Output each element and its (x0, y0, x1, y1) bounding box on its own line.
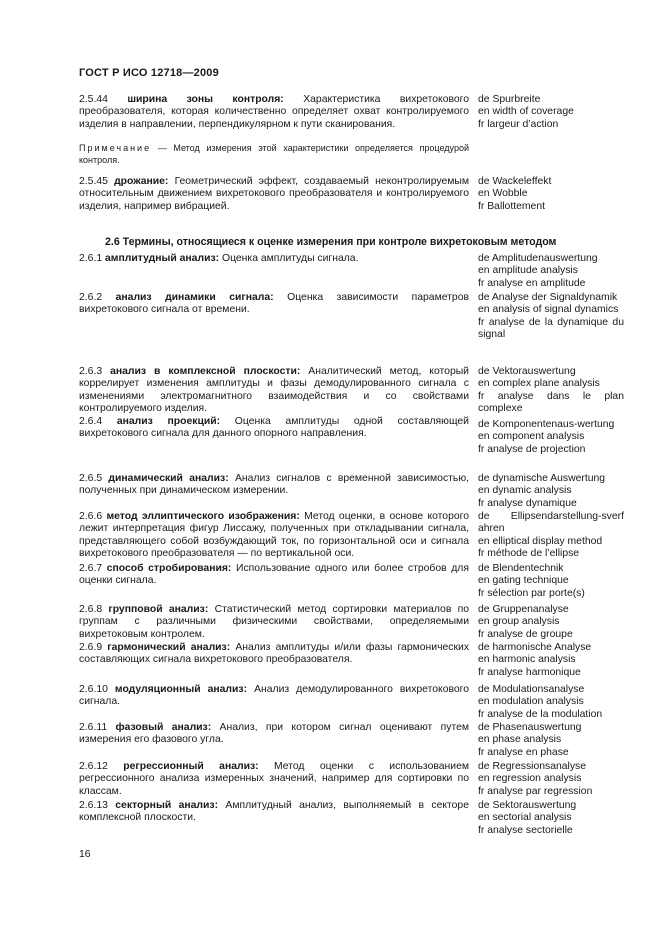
term-definition: Амплитудный анализ, выполняемый в секторе комплексной плоскости. (79, 800, 469, 824)
term-body (79, 761, 469, 798)
term-name: анализ динамики сигнала: (115, 292, 274, 303)
term-translations (478, 563, 624, 600)
note (79, 142, 469, 166)
term-number: 2.6.13 (79, 800, 108, 811)
term-definition: Геометрический эффект, создаваемый неконтролируемым относительным движением вихретокового преобразователя и контролируемого изделия, например вибрацией. (79, 176, 469, 212)
translation-en: en phase analysis (478, 734, 562, 746)
translation-fr: fr analyse dans le plan complexe (478, 390, 624, 415)
term-definition: Оценка амплитуды одной составляющей вихретокового сигнала для данного опорного направления. (79, 416, 469, 440)
translation-de: de Amplitudenauswertung (478, 253, 598, 264)
translation-de: de Spurbreite (478, 94, 541, 105)
term-name: секторный анализ: (115, 800, 219, 811)
translation-de: de Komponentenaus-wertung (478, 419, 615, 430)
term-body (79, 642, 469, 667)
term-number: 2.6.1 (79, 253, 103, 264)
term-number: 2.6.3 (79, 366, 103, 377)
translation-fr: fr analyse de la modulation (478, 708, 603, 720)
translation-de: de harmonische Analyse (478, 642, 592, 653)
term-body (79, 176, 469, 213)
translation-en: en complex plane analysis (478, 378, 600, 390)
term-body (79, 366, 469, 416)
translation-en: en sectorial analysis (478, 812, 572, 824)
term-definition: Анализ демодулированного вихретокового сигнала. (79, 684, 470, 708)
translation-de: de Blendentechnik (478, 563, 564, 574)
term-number: 2.5.45 (79, 176, 108, 187)
translation-de: de dynamische Auswertung (478, 473, 606, 484)
term-translations (478, 473, 624, 510)
term-body (79, 94, 469, 131)
term-definition: Оценка зависимости параметров вихретокового сигнала от времени. (79, 292, 469, 316)
term-number: 2.6.9 (79, 642, 103, 653)
translation-fr: fr sélection par porte(s) (478, 587, 585, 599)
translation-en: en elliptical display method (478, 535, 603, 547)
term-name: фазовый анализ: (115, 722, 212, 733)
term-translations (478, 642, 624, 679)
term-number: 2.6.7 (79, 563, 103, 574)
term-definition: Метод оценки с использованием регрессионного анализа измеренных значений, например для сортировки по классам. (79, 761, 469, 797)
translation-de: de Regressionsanalyse (478, 761, 587, 772)
term-definition: Метод оценки, в основе которого лежит интерпретация фигур Лиссажу, полученных при откладывании сигнала, представляющего собой возбуждающий ток, по горизонтальной оси и сигнала вихретокового преобразователя — по вертикальной оси. (79, 511, 469, 560)
section-heading: 2.6 Термины, относящиеся к оценке измерения при контроле вихретоковым методом (105, 236, 557, 248)
term-name: регрессионный анализ: (123, 761, 259, 772)
term-translations (478, 253, 624, 290)
term-body (79, 473, 469, 498)
translation-de: de Sektorauswertung (478, 800, 577, 811)
term-name: метод эллиптического изображения: (106, 511, 300, 522)
term-number: 2.6.2 (79, 292, 103, 303)
translation-fr: fr analyse dynamique (478, 497, 577, 509)
translation-fr: fr analyse harmonique (478, 666, 581, 678)
translation-en: en amplitude analysis (478, 265, 578, 277)
term-translations (478, 722, 624, 759)
term-translations (478, 604, 624, 641)
term-name: групповой анализ: (108, 604, 209, 615)
translation-fr: fr analyse de projection (478, 443, 586, 455)
translation-de: de Gruppenanalyse (478, 604, 569, 615)
term-definition: Характеристика вихретокового преобразователя, которая количественно определяет охват контролируемого изделия в направлении, перпендикулярном к пути сканирования. (79, 94, 469, 130)
document-header: ГОСТ Р ИСО 12718—2009 (79, 67, 219, 79)
term-definition: Статистический метод сортировки материалов по группам с различными физическими свойствами, определяемыми вихретоковым контролем. (79, 604, 470, 640)
term-definition: Анализ, при котором сигнал оценивают путем измерения его фазового угла. (79, 722, 470, 746)
translation-en: en component analysis (478, 431, 585, 443)
translation-en: en Wobble (478, 188, 528, 200)
note-label: Примечание (79, 143, 152, 153)
term-number: 2.6.6 (79, 511, 103, 522)
translation-en: en modulation analysis (478, 696, 584, 708)
term-name: дрожание: (114, 176, 169, 187)
translation-en: en group analysis (478, 616, 560, 628)
translation-de: de Modulationsanalyse (478, 684, 585, 695)
translation-fr: fr analyse en phase (478, 746, 569, 758)
term-body (79, 511, 469, 561)
translation-fr: fr largeur d’action (478, 118, 559, 130)
term-name: амплитудный анализ: (105, 253, 220, 264)
term-translations (478, 419, 624, 456)
term-name: анализ в комплексной плоскости: (110, 366, 301, 377)
term-body (79, 253, 469, 265)
translation-en: en width of coverage (478, 106, 574, 118)
note-text: — Метод измерения этой характеристики определяется процедурой контроля. (79, 143, 469, 165)
term-translations (478, 511, 624, 561)
translation-fr: fr méthode de l’ellipse (478, 548, 580, 560)
term-number: 2.5.44 (79, 94, 108, 105)
term-translations (478, 176, 624, 213)
term-name: ширина зоны контроля: (127, 94, 284, 105)
term-definition: Оценка амплитуды сигнала. (221, 253, 359, 264)
translation-en: en regression analysis (478, 773, 582, 785)
term-number: 2.6.8 (79, 604, 103, 615)
term-definition: Использование одного или более стробов для оценки сигнала. (79, 563, 469, 587)
term-body (79, 292, 469, 317)
term-body (79, 800, 469, 825)
translation-de: de Phasenauswertung (478, 722, 582, 733)
term-number: 2.6.5 (79, 473, 103, 484)
translation-en: en harmonic analysis (478, 654, 576, 666)
translation-fr: fr Ballottement (478, 200, 545, 212)
page-number: 16 (79, 849, 91, 860)
term-body (79, 604, 469, 641)
translation-de: de Vektorauswertung (478, 366, 576, 377)
term-definition: Анализ сигналов с временной зависимостью, полученных при динамическом измерении. (79, 473, 469, 497)
term-number: 2.6.10 (79, 684, 108, 695)
term-number: 2.6.11 (79, 722, 108, 733)
term-body (79, 563, 469, 588)
term-body (79, 684, 469, 709)
term-translations (478, 684, 624, 721)
translation-fr: fr analyse sectorielle (478, 824, 573, 836)
translation-en: en analysis of signal dynamics (478, 304, 619, 316)
term-translations (478, 292, 624, 342)
term-body (79, 722, 469, 747)
term-name: способ стробирования: (106, 563, 232, 574)
translation-en: en gating technique (478, 575, 569, 587)
translation-fr: fr analyse de la dynamique du signal (478, 316, 624, 341)
translation-en: en dynamic analysis (478, 485, 572, 497)
term-name: анализ проекций: (116, 416, 221, 427)
term-number: 2.6.4 (79, 416, 103, 427)
term-name: модуляционный анализ: (114, 684, 248, 695)
translation-fr: fr analyse en amplitude (478, 277, 586, 289)
term-definition: Анализ амплитуды и/или фазы гармонических составляющих сигнала вихретокового преобразователя. (79, 642, 470, 666)
term-name: гармонический анализ: (107, 642, 231, 653)
term-translations (478, 94, 624, 131)
term-translations (478, 366, 624, 416)
term-translations (478, 800, 624, 837)
term-name: динамический анализ: (108, 473, 229, 484)
translation-de: de Wackeleffekt (478, 176, 552, 187)
translation-fr: fr analyse par regression (478, 785, 593, 797)
translation-fr: fr analyse de groupe (478, 628, 573, 640)
term-number: 2.6.12 (79, 761, 108, 772)
translation-de: de Ellipsendarstellung-sverf ahren (478, 511, 624, 535)
term-body (79, 416, 469, 441)
term-translations (478, 761, 624, 798)
translation-de: de Analyse der Signaldynamik (478, 292, 618, 303)
term-definition: Аналитический метод, который коррелирует изменения амплитуды и фазы демодулированного сигнала с изменениями электромагнитного взаимодействия и со свойствами контролируемого изделия. (79, 366, 469, 415)
